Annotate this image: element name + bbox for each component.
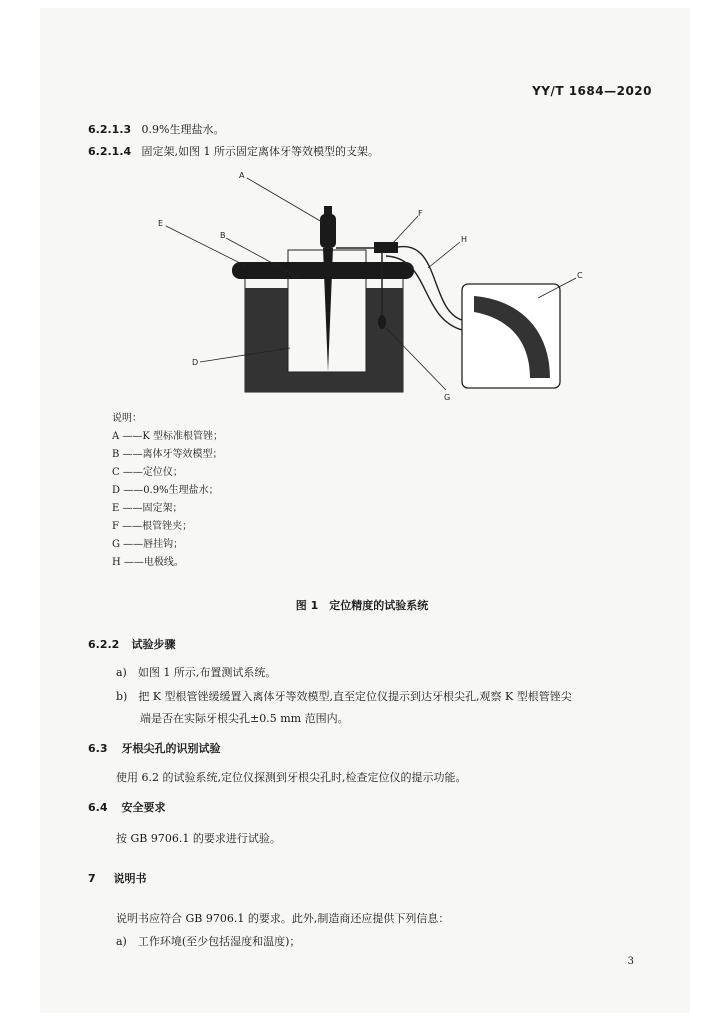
section-number: 7 <box>88 872 96 885</box>
leader-a <box>247 178 322 222</box>
legend-item-g: G ——唇挂钩； <box>112 539 184 550</box>
legend-item-b: B ——离体牙等效模型； <box>112 449 223 460</box>
section-7-heading <box>88 870 147 886</box>
section-7-text: 说明书应符合 GB 9706.1 的要求。此外,制造商还应提供下列信息： <box>116 912 450 925</box>
leader-h <box>428 242 460 268</box>
label-d: D <box>192 358 199 367</box>
section-6-3-heading <box>88 740 221 756</box>
legend-title: 说明： <box>112 413 142 424</box>
section-title: 说明书 <box>113 872 147 885</box>
clause-text: 固定架,如图 1 所示固定离体牙等效模型的支架。 <box>141 145 379 158</box>
section-6-3-text: 使用 6.2 的试验系统,定位仪探测到牙根尖孔时,检查定位仪的提示功能。 <box>116 771 467 784</box>
clause-number: 6.2.1.4 <box>88 145 132 158</box>
section-number: 6.3 <box>88 742 108 755</box>
standard-number: YY/T 1684—2020 <box>532 84 652 98</box>
file-handle-top <box>324 206 332 216</box>
section-title: 试验步骤 <box>131 638 176 651</box>
label-a: A <box>239 171 245 180</box>
section-6-2-2-heading <box>88 636 176 652</box>
fixing-frame <box>232 262 414 279</box>
section-6-4-text: 按 GB 9706.1 的要求进行试验。 <box>116 832 281 845</box>
label-g: G <box>444 393 451 402</box>
clause-text: 0.9%生理盐水。 <box>141 123 225 136</box>
legend-item-a: A ——K 型标准根管锉； <box>112 431 224 442</box>
legend-item-f: F ——根管锉夹； <box>112 521 193 532</box>
section-title: 安全要求 <box>121 801 166 814</box>
electrode-wire-1 <box>398 247 462 320</box>
page-number: 3 <box>627 956 634 967</box>
label-c: C <box>577 271 583 280</box>
step-a: a) 如图 1 所示,布置测试系统。 <box>116 666 277 679</box>
label-b: B <box>220 231 226 240</box>
label-f: F <box>418 209 423 218</box>
clause-number: 6.2.1.3 <box>88 123 132 136</box>
step-b-line2: 端是否在实际牙根尖孔±0.5 mm 范围内。 <box>140 712 349 725</box>
figure-caption: 图 1 定位精度的试验系统 <box>295 599 429 612</box>
label-h: H <box>461 235 468 244</box>
leader-f <box>392 216 418 244</box>
section-6-4-heading <box>88 799 166 815</box>
section-number: 6.4 <box>88 801 108 814</box>
step-b-line1: b) 把 K 型根管锉缓缓置入离体牙等效模型,直至定位仪提示到达牙根尖孔,观察 K 型根管锉尖 <box>116 690 572 703</box>
file-clip <box>374 242 398 253</box>
section-number: 6.2.2 <box>88 638 120 651</box>
file-handle <box>320 214 336 248</box>
section-title: 牙根尖孔的识别试验 <box>121 742 221 755</box>
label-e: E <box>158 219 164 228</box>
legend-item-d: D ——0.9%生理盐水； <box>112 485 219 496</box>
legend-item-e: E ——固定架； <box>112 503 183 514</box>
lip-hook <box>378 315 386 329</box>
figure-legend <box>112 410 223 572</box>
legend-item-c: C ——定位仪； <box>112 467 183 478</box>
leader-e <box>166 226 246 266</box>
legend-item-h: H ——电极线。 <box>112 557 184 568</box>
test-system-figure <box>0 0 724 420</box>
section-7-item-a: a) 工作环境(至少包括湿度和温度)； <box>116 935 301 948</box>
